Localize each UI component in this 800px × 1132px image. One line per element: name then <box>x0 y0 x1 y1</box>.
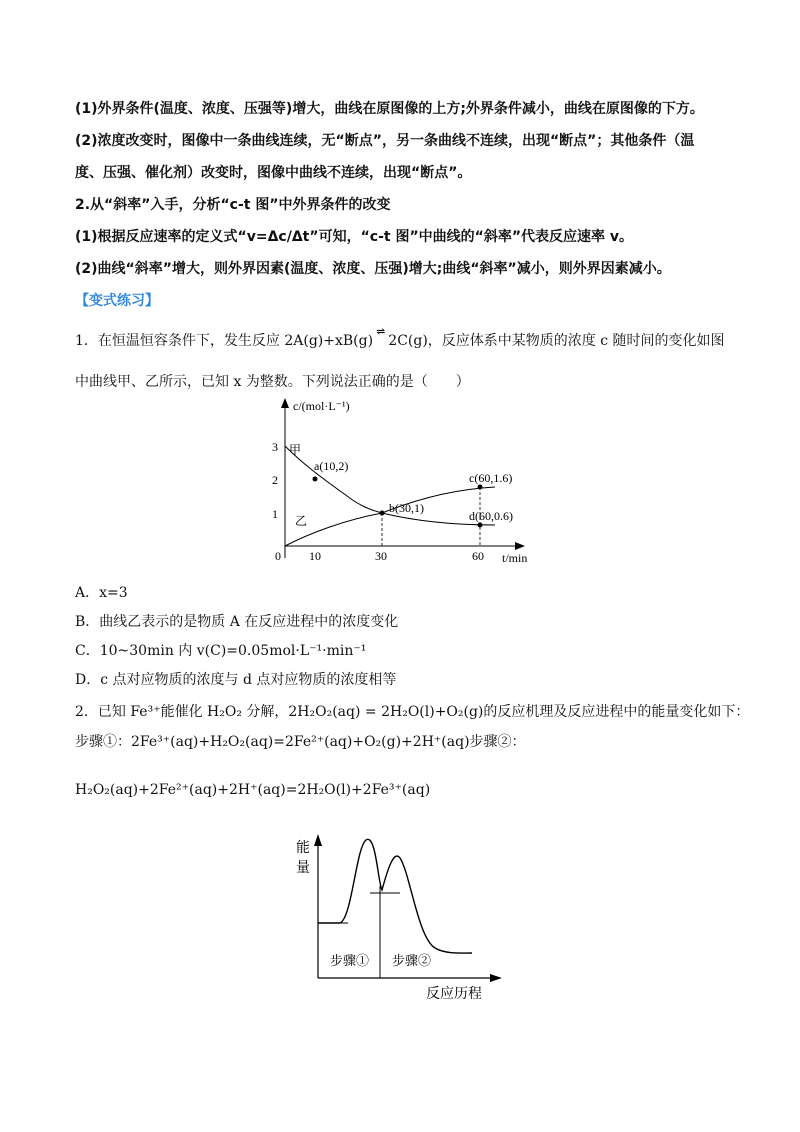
q1-line2: 中曲线甲、乙所示，已知 x 为整数。下列说法正确的是（ ） <box>75 374 470 390</box>
origin-label: 0 <box>275 549 281 563</box>
point-c <box>478 485 483 490</box>
x-axis-label: t/min <box>502 551 528 565</box>
paragraph-4: (2)曲线“斜率”增大，则外界因素(温度、浓度、压强)增大;曲线“斜率”减小，则外界因素减小。 <box>75 261 671 277</box>
x-tick-60: 60 <box>472 549 484 563</box>
paragraph-1: (1)外界条件(温度、浓度、压强等)增大，曲线在原图像的上方;外界条件减小，曲线在原图像的下方。 <box>75 101 704 117</box>
concentration-time-chart <box>265 398 535 573</box>
label-b: b(30,1) <box>389 501 424 515</box>
paragraph-2a: (2)浓度改变时，图像中一条曲线连续，无“断点”，另一条曲线不连续，出现“断点”；其他条件（温 <box>75 133 695 149</box>
point-b <box>380 511 385 516</box>
label-jia: 甲 <box>289 443 302 457</box>
label-a: a(10,2) <box>314 459 349 473</box>
q2-step2: H₂O₂(aq)+2Fe²⁺(aq)+2H⁺(aq)=2H₂O(l)+2Fe³⁺(aq) <box>75 782 431 798</box>
y-tick-3: 3 <box>272 440 278 454</box>
q1-line1 <box>75 325 725 350</box>
energy-axis-arrow-icon <box>314 834 322 846</box>
paragraph-2b: 度、压强、催化剂）改变时，图像中曲线不连续，出现“断点”。 <box>75 165 472 181</box>
point-a <box>313 477 318 482</box>
heading-slope: 2.从“斜率”入手，分析“c-t 图”中外界条件的改变 <box>75 197 391 213</box>
x-tick-10: 10 <box>309 549 321 563</box>
option-b: B．曲线乙表示的是物质 A 在反应进程中的浓度变化 <box>75 614 399 630</box>
section-title: 【变式练习】 <box>75 293 159 309</box>
q1-suffix: 2C(g)，反应体系中某物质的浓度 c 随时间的变化如图 <box>388 333 725 349</box>
option-d: D．c 点对应物质的浓度与 d 点对应物质的浓度相等 <box>75 672 397 688</box>
y-tick-1: 1 <box>272 507 278 521</box>
label-yi: 乙 <box>295 514 308 528</box>
progress-axis-arrow-icon <box>490 974 502 982</box>
y-tick-2: 2 <box>272 473 278 487</box>
step1-label: 步骤① <box>330 953 370 968</box>
x-tick-30: 30 <box>375 549 387 563</box>
energy-curve <box>318 839 472 953</box>
reversible-arrow-icon: ⇌ <box>376 325 386 338</box>
y-axis-label: c/(mol·L⁻¹) <box>293 399 350 413</box>
energy-label-1: 能 <box>296 841 310 856</box>
label-c: c(60,1.6) <box>469 471 513 485</box>
point-d <box>478 523 483 528</box>
step2-label: 步骤② <box>392 953 432 968</box>
q2-step1: 步骤①：2Fe³⁺(aq)+H₂O₂(aq)=2Fe²⁺(aq)+O₂(g)+2H⁺(aq)步骤②： <box>75 734 526 750</box>
label-d: d(60,0.6) <box>469 509 513 523</box>
curve-yi <box>285 487 495 546</box>
x-axis-arrow-icon <box>515 542 525 550</box>
energy-label-2: 量 <box>296 861 310 876</box>
y-axis-arrow-icon <box>281 398 289 408</box>
q2-line1: 2．已知 Fe³⁺能催化 H₂O₂ 分解，2H₂O₂(aq) = 2H₂O(l)+O₂(g)的反应机理及反应进程中的能量变化如下： <box>75 704 750 720</box>
option-c: C．10~30min 内 v(C)=0.05mol·L⁻¹·min⁻¹ <box>75 643 367 659</box>
energy-profile-diagram <box>290 828 510 1008</box>
option-a: A．x=3 <box>75 585 128 601</box>
progress-label: 反应历程 <box>426 987 482 1002</box>
paragraph-3: (1)根据反应速率的定义式“v=Δc/Δt”可知，“c-t 图”中曲线的“斜率”代表反应速率 v。 <box>75 229 634 245</box>
q1-prefix: 1．在恒温恒容条件下，发生反应 2A(g)+xB(g) <box>75 333 374 349</box>
